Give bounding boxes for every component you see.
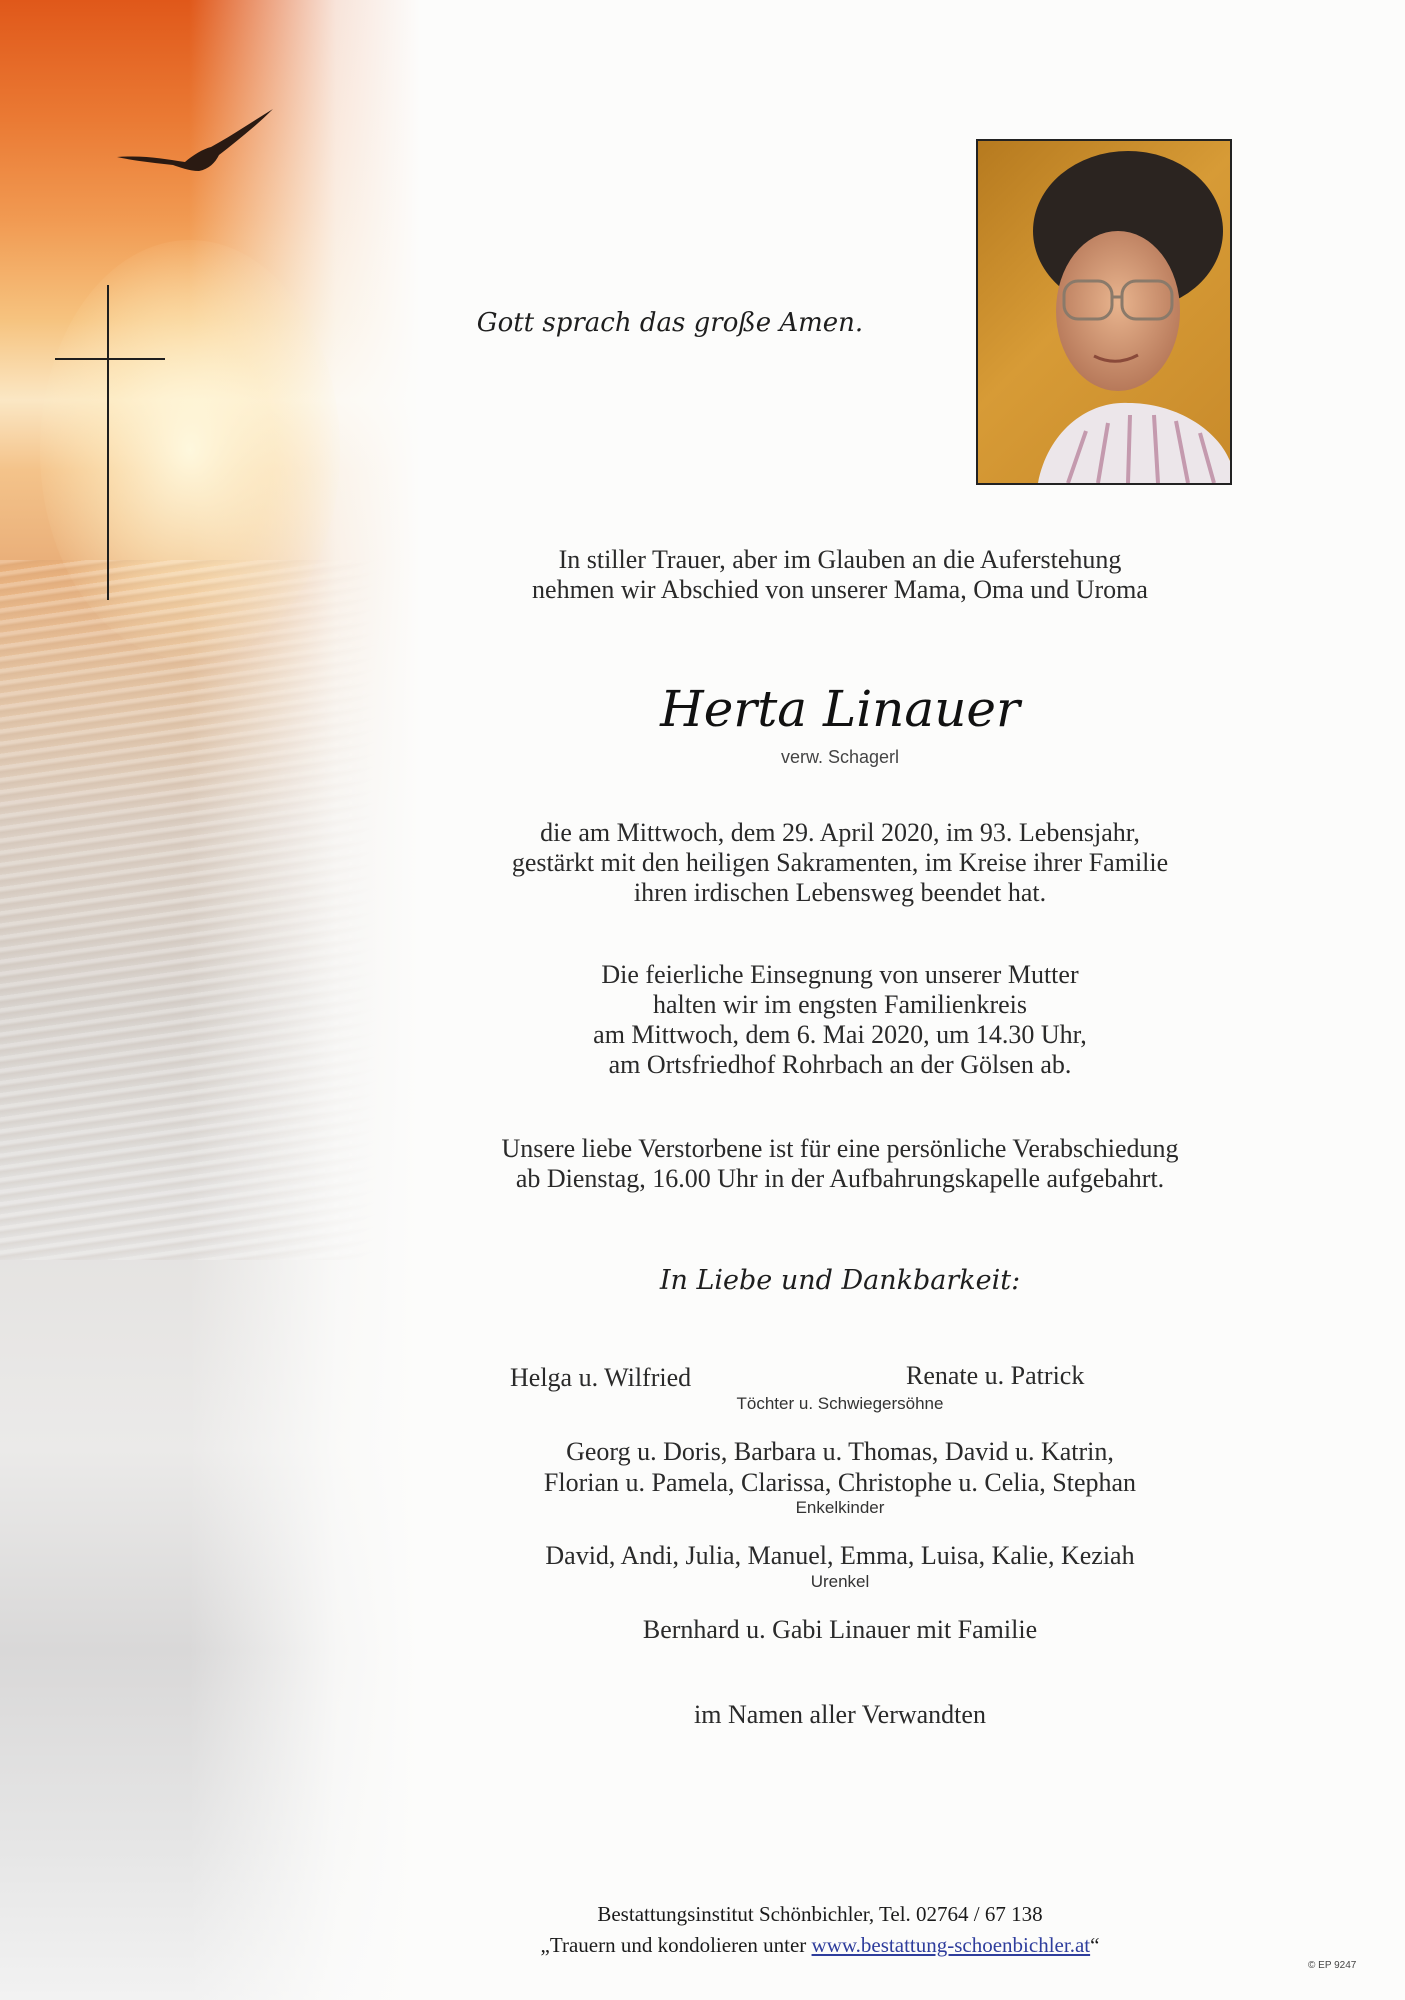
closing-line: im Namen aller Verwandten — [694, 1700, 986, 1729]
funeral-line: Die feierliche Einsegnung von unserer Mutter — [601, 960, 1079, 989]
ep-code: © EP 9247 — [1308, 1960, 1357, 1971]
great-grandchildren-label: Urenkel — [810, 1572, 870, 1591]
viewing-line: ab Dienstag, 16.00 Uhr in der Aufbahrungskapelle aufgebahrt. — [515, 1164, 1165, 1193]
motto: Gott sprach das große Amen. — [476, 308, 864, 338]
death-notice — [350, 818, 1330, 908]
intro-line: In stiller Trauer, aber im Glauben an die Auferstehung — [558, 545, 1122, 574]
intro-line: nehmen wir Abschied von unserer Mama, Oma und Uroma — [532, 575, 1148, 604]
portrait-image — [978, 141, 1230, 483]
maiden-name: verw. Schagerl — [780, 747, 900, 767]
condolence-prefix: „Trauern und kondolieren unter — [540, 1933, 812, 1957]
death-notice-line: gestärkt mit den heiligen Sakramenten, im Kreise ihrer Familie — [511, 848, 1169, 877]
grandchildren-label: Enkelkinder — [795, 1498, 885, 1517]
funeral-line: am Mittwoch, dem 6. Mai 2020, um 14.30 Uhr, — [593, 1020, 1087, 1049]
grandchildren-line: Georg u. Doris, Barbara u. Thomas, David u. Katrin, — [566, 1437, 1114, 1466]
cross-horizontal-bar — [55, 358, 165, 360]
viewing-line: Unsere liebe Verstorbene ist für eine persönliche Verabschiedung — [501, 1134, 1179, 1163]
death-notice-line: die am Mittwoch, dem 29. April 2020, im 93. Lebensjahr, — [540, 818, 1140, 847]
condolence-suffix: “ — [1090, 1933, 1100, 1957]
other-relatives: Bernhard u. Gabi Linauer mit Familie — [642, 1615, 1038, 1644]
funeral-line: am Ortsfriedhof Rohrbach an der Gölsen ab. — [608, 1050, 1072, 1079]
deceased-name: Herta Linauer — [660, 680, 1020, 738]
great-grandchildren-line: David, Andi, Julia, Manuel, Emma, Luisa, Kalie, Keziah — [545, 1541, 1135, 1570]
cross-vertical-bar — [107, 285, 109, 600]
funeral-line: halten wir im engsten Familienkreis — [652, 990, 1028, 1019]
daughters-label: Töchter u. Schwiegersöhne — [736, 1394, 944, 1413]
sea-waves — [0, 560, 380, 1260]
condolence-link[interactable]: www.bestattung-schoenbichler.at — [811, 1933, 1091, 1957]
condolence-line — [380, 1933, 1260, 1958]
viewing-info — [350, 1134, 1330, 1194]
grandchildren-line: Florian u. Pamela, Clarissa, Christophe u. Celia, Stephan — [543, 1468, 1137, 1497]
daughter-right: Renate u. Patrick — [906, 1361, 1085, 1390]
death-notice-line: ihren irdischen Lebensweg beendet hat. — [633, 878, 1047, 907]
intro-text — [350, 545, 1330, 605]
gratitude-heading: In Liebe und Dankbarkeit: — [659, 1265, 1021, 1296]
funeral-info — [350, 960, 1330, 1080]
cross-icon — [55, 285, 165, 600]
grandchildren-list — [350, 1436, 1330, 1498]
funeral-home-contact: Bestattungsinstitut Schönbichler, Tel. 02764 / 67 138 — [597, 1902, 1043, 1926]
daughter-left: Helga u. Wilfried — [510, 1363, 692, 1392]
bird-icon — [115, 105, 275, 185]
portrait-photo — [976, 139, 1232, 485]
